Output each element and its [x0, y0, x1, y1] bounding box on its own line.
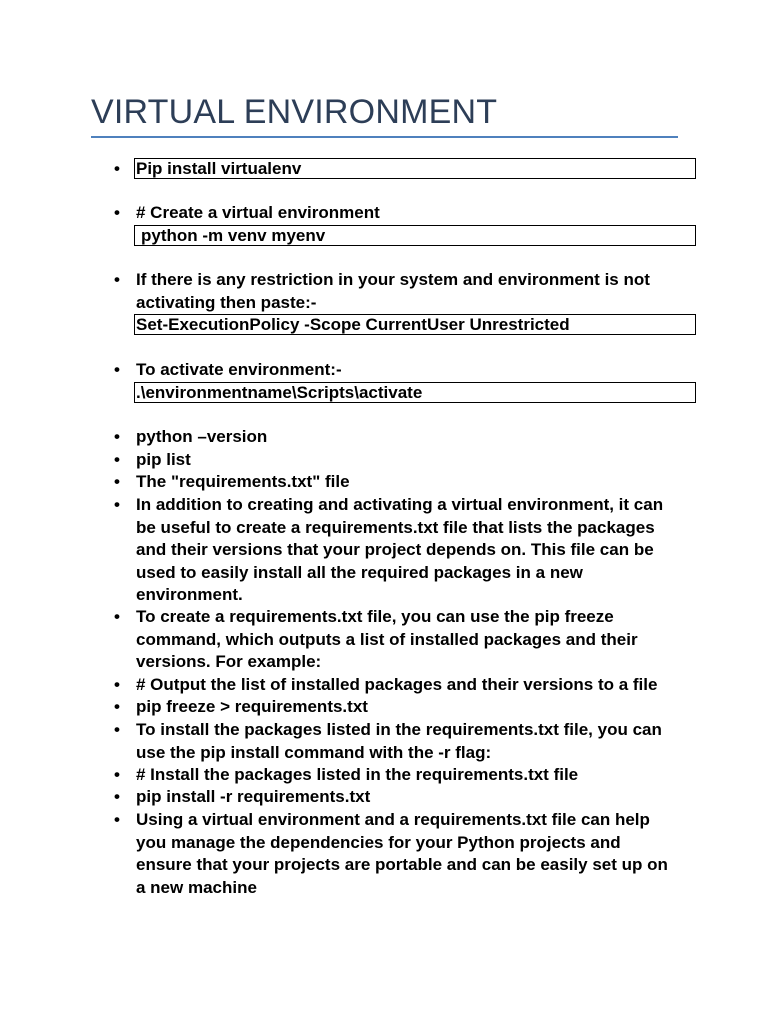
- list-item-text: If there is any restriction in your system and environment is not activating then paste:-: [136, 270, 650, 312]
- list-item: [114, 606, 696, 674]
- code-box: .\environmentname\Scripts\activate: [134, 382, 696, 403]
- bullet-icon: •: [114, 159, 120, 178]
- bullet-icon: •: [114, 720, 120, 739]
- code-box: Set-ExecutionPolicy -Scope CurrentUser Unrestricted: [134, 314, 696, 335]
- list-item: [114, 158, 696, 179]
- list-item-text: To activate environment:-: [136, 360, 342, 379]
- list-item: [114, 719, 696, 764]
- bullet-icon: •: [114, 450, 120, 469]
- bullet-icon: •: [114, 675, 120, 694]
- list-item: [114, 449, 696, 472]
- bullet-icon: •: [114, 427, 120, 446]
- code-box: python -m venv myenv: [134, 225, 696, 246]
- list-item: [114, 764, 696, 787]
- bullet-icon: •: [114, 360, 120, 379]
- list-item-text: # Create a virtual environment: [136, 203, 380, 222]
- bullet-icon: •: [114, 810, 120, 829]
- bullet-icon: •: [114, 697, 120, 716]
- list-item: [114, 494, 696, 607]
- list-item-text: Using a virtual environment and a requirements.txt file can help you manage the dependencies for your Python projects and ensure that your projects are portable and can be easily set up on a new machine: [136, 810, 668, 897]
- list-item-text: The "requirements.txt" file: [136, 472, 350, 491]
- bullet-icon: •: [114, 607, 120, 626]
- bullet-icon: •: [114, 787, 120, 806]
- list-item-text: # Install the packages listed in the requirements.txt file: [136, 765, 579, 784]
- list-item-text: pip install -r requirements.txt: [136, 787, 371, 806]
- bullet-icon: •: [114, 495, 120, 514]
- list-item-text: pip freeze > requirements.txt: [136, 697, 368, 716]
- code-box: Pip install virtualenv: [134, 158, 696, 179]
- list-item-text: pip list: [136, 450, 191, 469]
- list-item-text: To install the packages listed in the requirements.txt file, you can use the pip install command with the -r flag:: [136, 720, 662, 762]
- page-title: VIRTUAL ENVIRONMENT: [91, 93, 498, 131]
- bullet-icon: •: [114, 270, 120, 289]
- list-item: [114, 471, 696, 494]
- list-item-text: In addition to creating and activating a virtual environment, it can be useful to create a requirements.txt file that lists the packages and their versions that your project depends on. This file can be used to easily install all the required packages in a new environment.: [136, 495, 664, 605]
- bullet-icon: •: [114, 472, 120, 491]
- list-item-text: # Output the list of installed packages and their versions to a file: [136, 675, 658, 694]
- bullet-icon: •: [114, 203, 120, 222]
- list-item-text: To create a requirements.txt file, you can use the pip freeze command, which outputs a list of installed packages and their versions. For example:: [136, 607, 638, 672]
- list-item: [114, 426, 696, 449]
- list-item: [114, 786, 696, 809]
- list-item: [114, 674, 696, 697]
- list-item: [114, 696, 696, 719]
- list-item-text: python –version: [136, 427, 268, 446]
- list-item: [114, 809, 696, 899]
- list-item: [114, 359, 696, 403]
- bullet-icon: •: [114, 765, 120, 784]
- list-item: [114, 202, 696, 246]
- list-item: [114, 269, 696, 335]
